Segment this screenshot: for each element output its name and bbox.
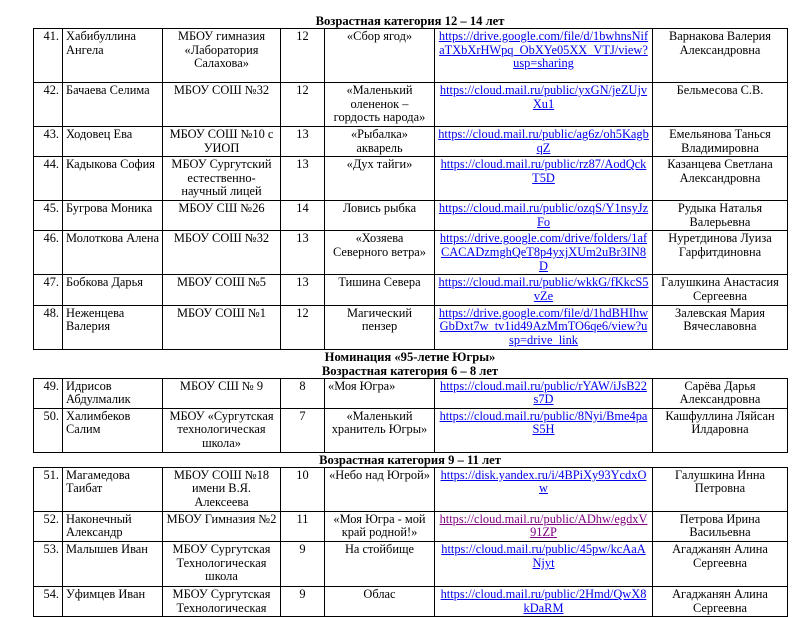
results-table — [33, 28, 788, 350]
school-cell: МБОУ «Сургутская технологическая школа» — [163, 408, 281, 452]
table-row — [34, 275, 788, 305]
artwork-link-cell — [435, 305, 653, 349]
artwork-link-cell — [435, 467, 653, 511]
row-number-cell: 45. — [34, 201, 63, 231]
participant-name-cell: Бобкова Дарья — [63, 275, 163, 305]
teacher-name-cell: Бельмесова С.В. — [653, 83, 788, 127]
artwork-link[interactable]: https://cloud.mail.ru/public/wkkG/fKkcS5vZe — [438, 275, 649, 303]
row-number-cell: 42. — [34, 83, 63, 127]
artwork-link[interactable]: https://disk.yandex.ru/i/4BPiXy93YcdxOw — [440, 467, 647, 496]
artwork-title-cell: «Рыбалка» акварель — [325, 126, 435, 156]
artwork-link[interactable]: https://drive.google.com/drive/folders/1afCACADzmghQeT8p4yxjXUm2uBr3IN8D — [439, 231, 648, 273]
artwork-link[interactable]: https://cloud.mail.ru/public/2Hmd/QwX8kDaRM — [440, 587, 647, 615]
school-cell: МБОУ Гимназия №2 — [163, 511, 281, 541]
row-number-cell: 52. — [34, 511, 63, 541]
teacher-name-cell: Галушкина Анастасия Сергеевна — [653, 275, 788, 305]
table-row — [34, 231, 788, 275]
table-row — [34, 378, 788, 408]
teacher-name-cell: Агаджанян Алина Сергеевна — [653, 587, 788, 617]
artwork-title-cell: «Хозяева Северного ветра» — [325, 231, 435, 275]
teacher-name-cell: Галушкина Инна Петровна — [653, 467, 788, 511]
artwork-link[interactable]: https://cloud.mail.ru/public/rz87/AodQckT5D — [440, 157, 647, 185]
table-row — [34, 305, 788, 349]
artwork-link[interactable]: https://cloud.mail.ru/public/ADhw/egdxV91ZP — [439, 511, 648, 540]
teacher-name-cell: Залевская Мария Вячеславовна — [653, 305, 788, 349]
participant-name-cell: Малышев Иван — [63, 542, 163, 587]
teacher-name-cell: Казанцева Светлана Александровна — [653, 157, 788, 201]
participant-name-cell: Ходовец Ева — [63, 126, 163, 156]
teacher-name-cell: Емельянова Танься Владимировна — [653, 126, 788, 156]
participant-name-cell: Кадыкова София — [63, 157, 163, 201]
artwork-link[interactable]: https://cloud.mail.ru/public/45pw/kcAaANjyt — [441, 542, 646, 570]
participant-name-cell: Хабибуллина Ангела — [63, 29, 163, 83]
table-row — [34, 542, 788, 587]
table-row — [34, 511, 788, 541]
artwork-title-cell: «Дух тайги» — [325, 157, 435, 201]
school-cell: МБОУ СОШ №10 с УИОП — [163, 126, 281, 156]
artwork-title-cell: «Моя Югра» — [325, 378, 435, 408]
row-number-cell: 54. — [34, 587, 63, 617]
school-cell: МБОУ СОШ №32 — [163, 231, 281, 275]
artwork-link-cell — [435, 126, 653, 156]
artwork-link-cell — [435, 201, 653, 231]
artwork-title-cell: «Сбор ягод» — [325, 29, 435, 83]
artwork-link[interactable]: https://cloud.mail.ru/public/8Nyi/Bme4paS5H — [439, 408, 648, 437]
participant-name-cell: Бачаева Селима — [63, 83, 163, 127]
results-table — [33, 467, 788, 617]
artwork-link[interactable]: https://drive.google.com/file/d/1hdBHIhwGbDxt7w_tv1id49AzMmTO6qe6/view?usp=drive_link — [438, 305, 649, 347]
teacher-name-cell: Рудыка Наталья Валерьевна — [653, 201, 788, 231]
table-row — [34, 126, 788, 156]
row-number-cell: 51. — [34, 467, 63, 511]
participant-name-cell: Наконечный Александр — [63, 511, 163, 541]
age-cell: 10 — [281, 467, 325, 511]
artwork-title-cell: «Маленький олененок – гордость народа» — [325, 83, 435, 127]
table-row — [34, 83, 788, 127]
artwork-link[interactable]: https://cloud.mail.ru/public/ozqS/Y1nsyJzFo — [438, 201, 649, 229]
artwork-link-cell — [435, 542, 653, 587]
teacher-name-cell: Варнакова Валерия Александровна — [653, 29, 788, 83]
school-cell: МБОУ Сургутский естественно-научный лицей — [163, 157, 281, 201]
artwork-title-cell: «Моя Югра - мой край родной!» — [325, 511, 435, 541]
table-row — [34, 29, 788, 83]
age-cell: 13 — [281, 275, 325, 305]
age-cell: 12 — [281, 305, 325, 349]
school-cell: МБОУ СШ № 9 — [163, 378, 281, 408]
age-cell: 7 — [281, 408, 325, 452]
teacher-name-cell: Петрова Ирина Васильевна — [653, 511, 788, 541]
section-title: Номинация «95-летие Югры» — [324, 349, 496, 364]
age-cell: 11 — [281, 511, 325, 541]
artwork-link-cell — [435, 275, 653, 305]
school-cell: МБОУ СОШ №5 — [163, 275, 281, 305]
row-number-cell: 44. — [34, 157, 63, 201]
school-cell: МБОУ гимназия «Лаборатория Салахова» — [163, 29, 281, 83]
school-cell: МБОУ СОШ №32 — [163, 83, 281, 127]
table-row — [34, 157, 788, 201]
row-number-cell: 50. — [34, 408, 63, 452]
table-row — [34, 587, 788, 617]
section-title: Возрастная категория 12 – 14 лет — [315, 14, 505, 28]
teacher-name-cell: Нуретдинова Луиза Гарфитдиновна — [653, 231, 788, 275]
age-cell: 13 — [281, 231, 325, 275]
row-number-cell: 47. — [34, 275, 63, 305]
row-number-cell: 49. — [34, 378, 63, 408]
participant-name-cell: Халимбеков Салим — [63, 408, 163, 452]
participant-name-cell: Магамедова Таибат — [63, 467, 163, 511]
row-number-cell: 48. — [34, 305, 63, 349]
results-table — [33, 378, 788, 453]
teacher-name-cell: Кашфуллина Ляйсан Илдаровна — [653, 408, 788, 452]
artwork-link[interactable]: https://cloud.mail.ru/public/yxGN/jeZUjvXu1 — [439, 83, 648, 111]
row-number-cell: 46. — [34, 231, 63, 275]
teacher-name-cell: Сарёва Дарья Александровна — [653, 378, 788, 408]
school-cell: МБОУ Сургутская Технологическая — [163, 587, 281, 617]
table-row — [34, 467, 788, 511]
teacher-name-cell: Агаджанян Алина Сергеевна — [653, 542, 788, 587]
participant-name-cell: Идрисов Абдулмалик — [63, 378, 163, 408]
artwork-link[interactable]: https://cloud.mail.ru/public/rYAW/iJsB22s7D — [440, 378, 647, 407]
artwork-title-cell: «Небо над Югрой» — [325, 467, 435, 511]
artwork-link-cell — [435, 157, 653, 201]
artwork-link-cell — [435, 378, 653, 408]
participant-name-cell: Молоткова Алена — [63, 231, 163, 275]
age-cell: 8 — [281, 378, 325, 408]
table-row — [34, 408, 788, 452]
artwork-link-cell — [435, 83, 653, 127]
age-cell: 13 — [281, 157, 325, 201]
participant-name-cell: Неженцева Валерия — [63, 305, 163, 349]
row-number-cell: 41. — [34, 29, 63, 83]
age-cell: 13 — [281, 126, 325, 156]
age-cell: 9 — [281, 587, 325, 617]
age-cell: 14 — [281, 201, 325, 231]
school-cell: МБОУ Сургутская Технологическая школа — [163, 542, 281, 587]
participant-name-cell: Бугрова Моника — [63, 201, 163, 231]
age-cell: 12 — [281, 83, 325, 127]
participant-name-cell: Уфимцев Иван — [63, 587, 163, 617]
school-cell: МБОУ СОШ №18 имени В.Я. Алексеева — [163, 467, 281, 511]
artwork-title-cell: Ловись рыбка — [325, 201, 435, 231]
section-title: Возрастная категория 9 – 11 лет — [319, 452, 501, 467]
artwork-link[interactable]: https://drive.google.com/file/d/1bwhnsNifaTXbXrHWpq_ObXYe05XX_VTJ/view?usp=sharing — [438, 29, 649, 71]
school-cell: МБОУ СШ №26 — [163, 201, 281, 231]
school-cell: МБОУ СОШ №1 — [163, 305, 281, 349]
section-title: Возрастная категория 6 – 8 лет — [321, 363, 499, 378]
artwork-title-cell: Облас — [325, 587, 435, 617]
table-row — [34, 201, 788, 231]
artwork-title-cell: «Маленький хранитель Югры» — [325, 408, 435, 452]
artwork-link-cell — [435, 29, 653, 83]
artwork-title-cell: Тишина Севера — [325, 275, 435, 305]
age-cell: 9 — [281, 542, 325, 587]
artwork-title-cell: Магический пензер — [325, 305, 435, 349]
row-number-cell: 53. — [34, 542, 63, 587]
artwork-link-cell — [435, 231, 653, 275]
artwork-title-cell: На стойбище — [325, 542, 435, 587]
artwork-link-cell — [435, 408, 653, 452]
age-cell: 12 — [281, 29, 325, 83]
artwork-link-cell — [435, 511, 653, 541]
artwork-link-cell — [435, 587, 653, 617]
row-number-cell: 43. — [34, 126, 63, 156]
artwork-link[interactable]: https://cloud.mail.ru/public/ag6z/oh5KagbqZ — [438, 126, 649, 155]
